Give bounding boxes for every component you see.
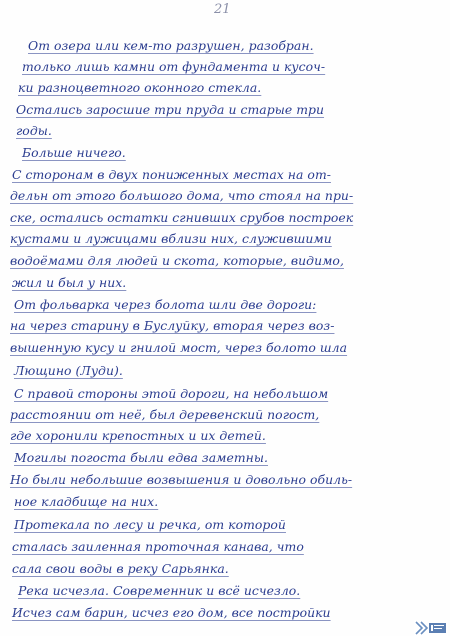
text-line: сталась заиленная проточная канава, что [12,539,304,554]
archive-logo-icon [414,620,448,636]
text-line: жил и был у них. [12,275,127,290]
text-line: ки разноцветного оконного стекла. [18,80,262,95]
text-line: сала свои воды в реку Сарьянка. [12,561,229,576]
text-line: С правой стороны этой дороги, на небольшом [14,386,329,401]
page-number: 21 [214,2,231,17]
text-line: Протекала по лесу и речка, от которой [14,517,286,532]
text-line: От озера или кем-то разрушен, разобран. [28,38,314,53]
text-line: расстоянии от неё, был деревенский погост, [10,407,320,422]
text-line: кустами и лужицами вблизи них, служившими [10,231,332,246]
text-line: Лющино (Луди). [14,363,123,378]
text-line: на через старину в Буслуйку, вторая через воз- [10,318,335,333]
text-line: водоёмами для людей и скота, которые, видимо, [10,253,344,268]
text-line: годы. [16,123,52,138]
text-line: Река исчезла. Современник и всё исчезло. [18,583,301,598]
text-line: только лишь камни от фундамента и кусоч- [22,59,326,74]
text-line: Но были небольшие возвышения и довольно обиль- [10,472,353,487]
text-line: ске, остались остатки сгнивших срубов построек [10,210,354,225]
text-line: Могилы погоста были едва заметны. [14,450,269,465]
text-line: вышенную кусу и гнилой мост, через болото шла [10,340,348,355]
text-line: Исчез сам барин, исчез его дом, все постройки [12,605,331,620]
text-line: дельн от этого большого дома, что стоял на при- [10,188,354,203]
text-line: ное кладбище на них. [14,494,159,509]
text-line: Остались заросшие три пруда и старые три [16,102,325,117]
text-line: От фольварка через болота шли две дороги: [14,297,317,312]
text-line: Больше ничего. [22,145,126,160]
text-line: С сторонам в двух пониженных местах на от- [12,167,331,182]
text-line: где хоронили крепостных и их детей. [10,428,266,443]
